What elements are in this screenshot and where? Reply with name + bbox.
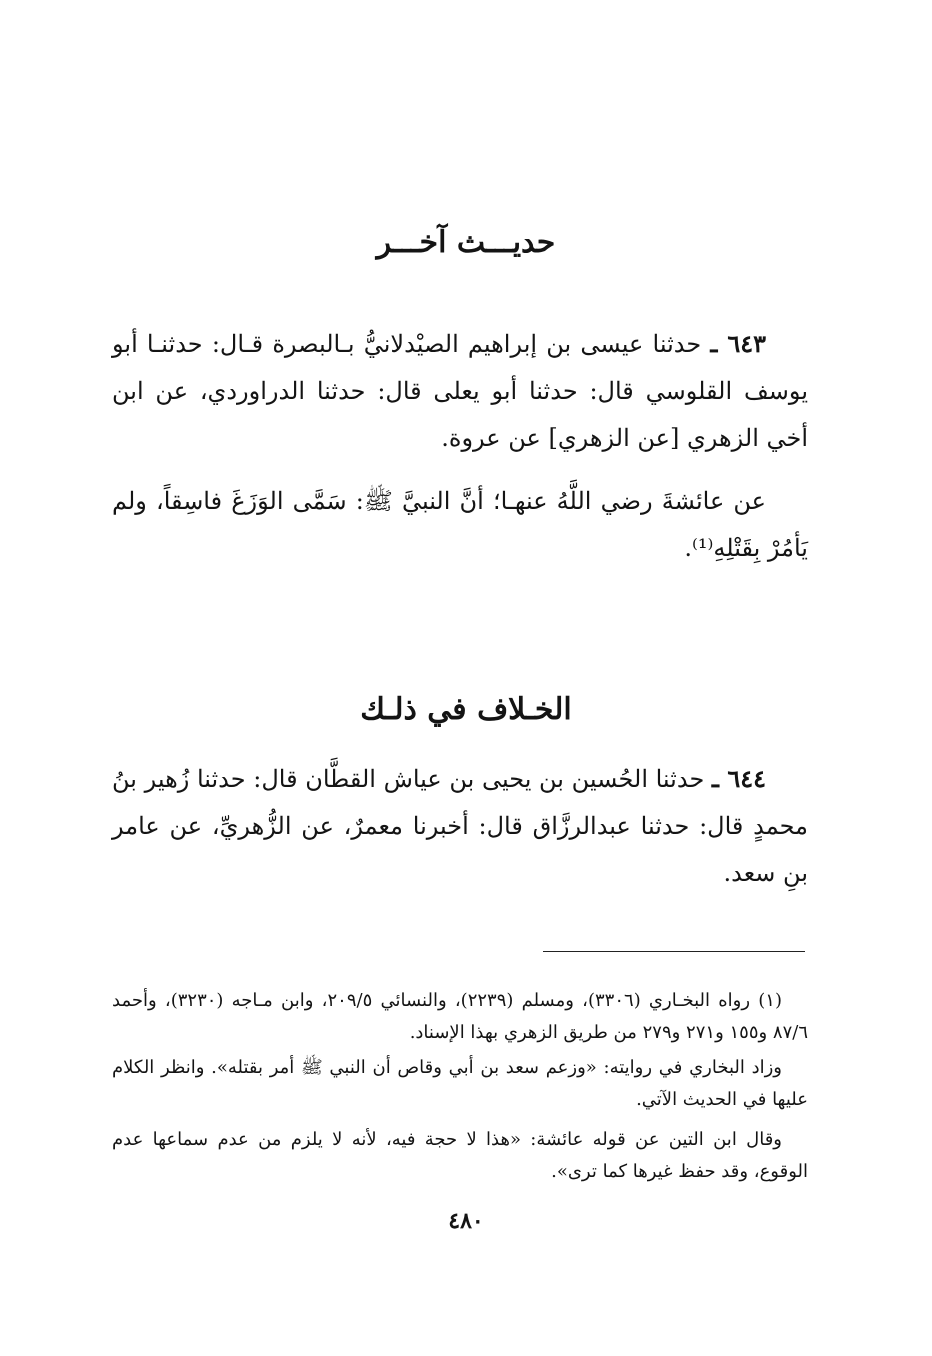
footnote-separator: [543, 951, 805, 952]
footnote-continuation: وزاد البخاري في روايته: «وزعم سعد بن أبي وقاص أن النبي ﷺ أمر بقتله». وانظر الكلام عليها في الحديث الآتي.: [112, 1057, 808, 1110]
section-heading-disagreement: الخـلاف في ذلـك: [360, 692, 572, 727]
section-heading-another-hadith: حديـــث آخـــر: [376, 225, 556, 260]
hadith-number: ٦٤٤ ـ: [711, 764, 766, 793]
hadith-number: ٦٤٣ ـ: [710, 329, 766, 358]
hadith-644: [112, 755, 808, 897]
hadith-text: حدثنا الحُسين بن يحيى بن عياش القطَّان قال: حدثنا زُهير بنُ محمدٍ قال: حدثنا عبدالرزَّاق قال: أخبرنا معمرٌ، عن الزُّهريِّ، عن عامر بنِ سعد.: [112, 765, 808, 887]
hadith-isnad-text: حدثنا عيسى بن إبراهيم الصيْدلانيُّ بـالبصرة قـال: حدثنـا أبو يوسف القلوسي قال: حدثنا أبو يعلى قال: حدثنا الدراوردي، عن ابن أخي الزهري [عن الزهري] عن عروة.: [112, 330, 808, 452]
hadith-643-isnad: [112, 320, 808, 462]
footnote-continuation: وقال ابن التين عن قوله عائشة: «هذا لا حجة فيه، لأنه لا يلزم من عدم سماعها عدم الوقوع، وقد حفظ غيرها كما ترى».: [112, 1129, 808, 1182]
hadith-643-matn: عن عائشةَ رضي اللَّهُ عنهـا؛ أنَّ النبيَّ ﷺ: سَمَّى الوَزَغَ فاسِقاً، ولم يَأمُرْ بِقَتْلِهِ⁽¹⁾.: [112, 487, 808, 562]
footnote-1: (١) رواه البخـاري (٣٣٠٦)، ومسلم (٢٢٣٩)، والنسائي ٢٠٩/٥، وابن مـاجه (٣٢٣٠)، وأحمد ٨٧/٦ و١٥٥ و٢٧١ و٢٧٩ من طريق الزهري بهذا الإسناد.: [112, 990, 808, 1043]
page-number: ٤٨٠: [448, 1208, 484, 1234]
